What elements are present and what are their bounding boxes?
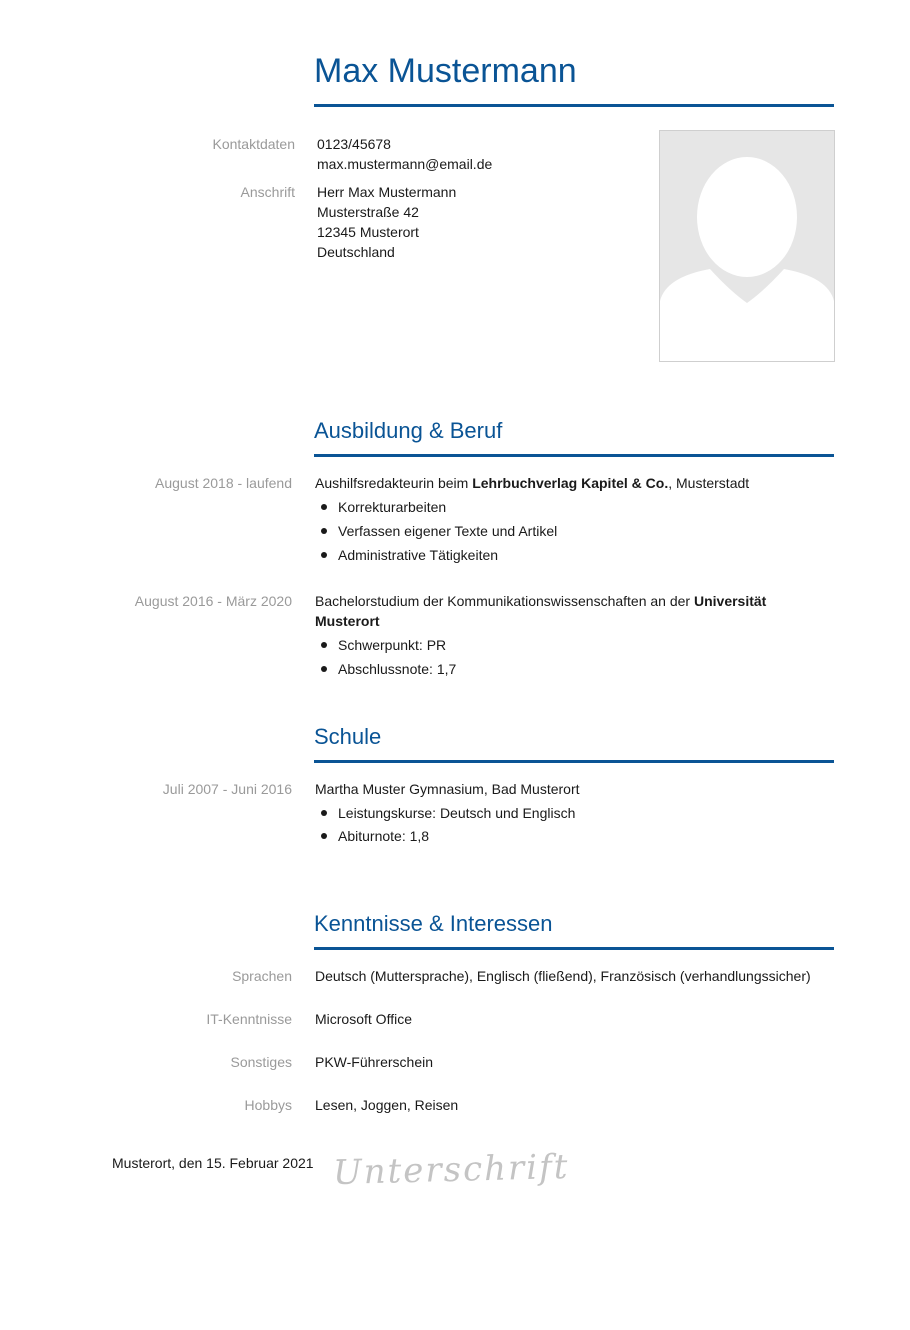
entry-description-cont [315,611,380,631]
skill-label: IT-Kenntnisse [206,1011,292,1027]
section-divider [314,947,834,950]
section-title-skills: Kenntnisse & Interessen [314,911,553,936]
section-title-school: Schule [314,724,382,749]
list-item: Abschlussnote: 1,7 [316,659,456,679]
list-item: Schwerpunkt: PR [316,635,446,655]
entry-institution: Universität [693,593,767,609]
entry-text: Bachelorstudium der Kommunikationswissenschaften an der [315,593,694,609]
entry-date: August 2018 - laufend [155,475,292,491]
title-divider [314,104,834,107]
address-line: 12345 Musterort [317,224,419,240]
entry-employer: Lehrbuchverlag Kapitel & Co. [472,475,669,491]
list-item: Abiturnote: 1,8 [316,826,429,846]
entry-location: , Musterstadt [668,475,750,491]
entry-text: Aushilfsredakteurin beim [315,475,473,491]
entry-date: Juli 2007 - Juni 2016 [162,781,292,797]
address-line: Herr Max Mustermann [317,184,457,200]
address-label: Anschrift [240,184,295,200]
page-title: Max Mustermann [314,52,577,90]
skill-value: Microsoft Office [315,1011,412,1027]
list-item: Leistungskurse: Deutsch und Englisch [316,803,575,823]
skill-label: Sonstiges [230,1054,292,1070]
skill-label: Hobbys [244,1097,292,1113]
profile-photo-placeholder [659,130,835,362]
phone-value: 0123/45678 [317,136,391,152]
list-item: Administrative Tätigkeiten [316,545,498,565]
address-line: Deutschland [317,244,395,260]
skill-value: Lesen, Joggen, Reisen [315,1097,459,1113]
signature: Unterschrift [332,1146,570,1194]
email-value: max.mustermann@email.de [317,156,493,172]
section-divider [314,454,834,457]
entry-description: Martha Muster Gymnasium, Bad Musterort [315,781,580,797]
list-item: Verfassen eigener Texte und Artikel [316,521,557,541]
entry-description [315,591,766,611]
section-divider [314,760,834,763]
skill-value: PKW-Führerschein [315,1054,434,1070]
skill-value: Deutsch (Muttersprache), Englisch (fließend), Französisch (verhandlungssicher) [315,968,811,984]
person-silhouette-icon [660,131,834,361]
contact-label: Kontaktdaten [212,136,295,152]
section-title-education: Ausbildung & Beruf [314,418,503,443]
entry-date: August 2016 - März 2020 [134,593,292,609]
skill-label: Sprachen [232,968,292,984]
entry-institution: Musterort [315,613,380,629]
address-line: Musterstraße 42 [317,204,419,220]
list-item: Korrekturarbeiten [316,497,446,517]
place-date: Musterort, den 15. Februar 2021 [112,1155,314,1171]
entry-description [315,473,749,493]
